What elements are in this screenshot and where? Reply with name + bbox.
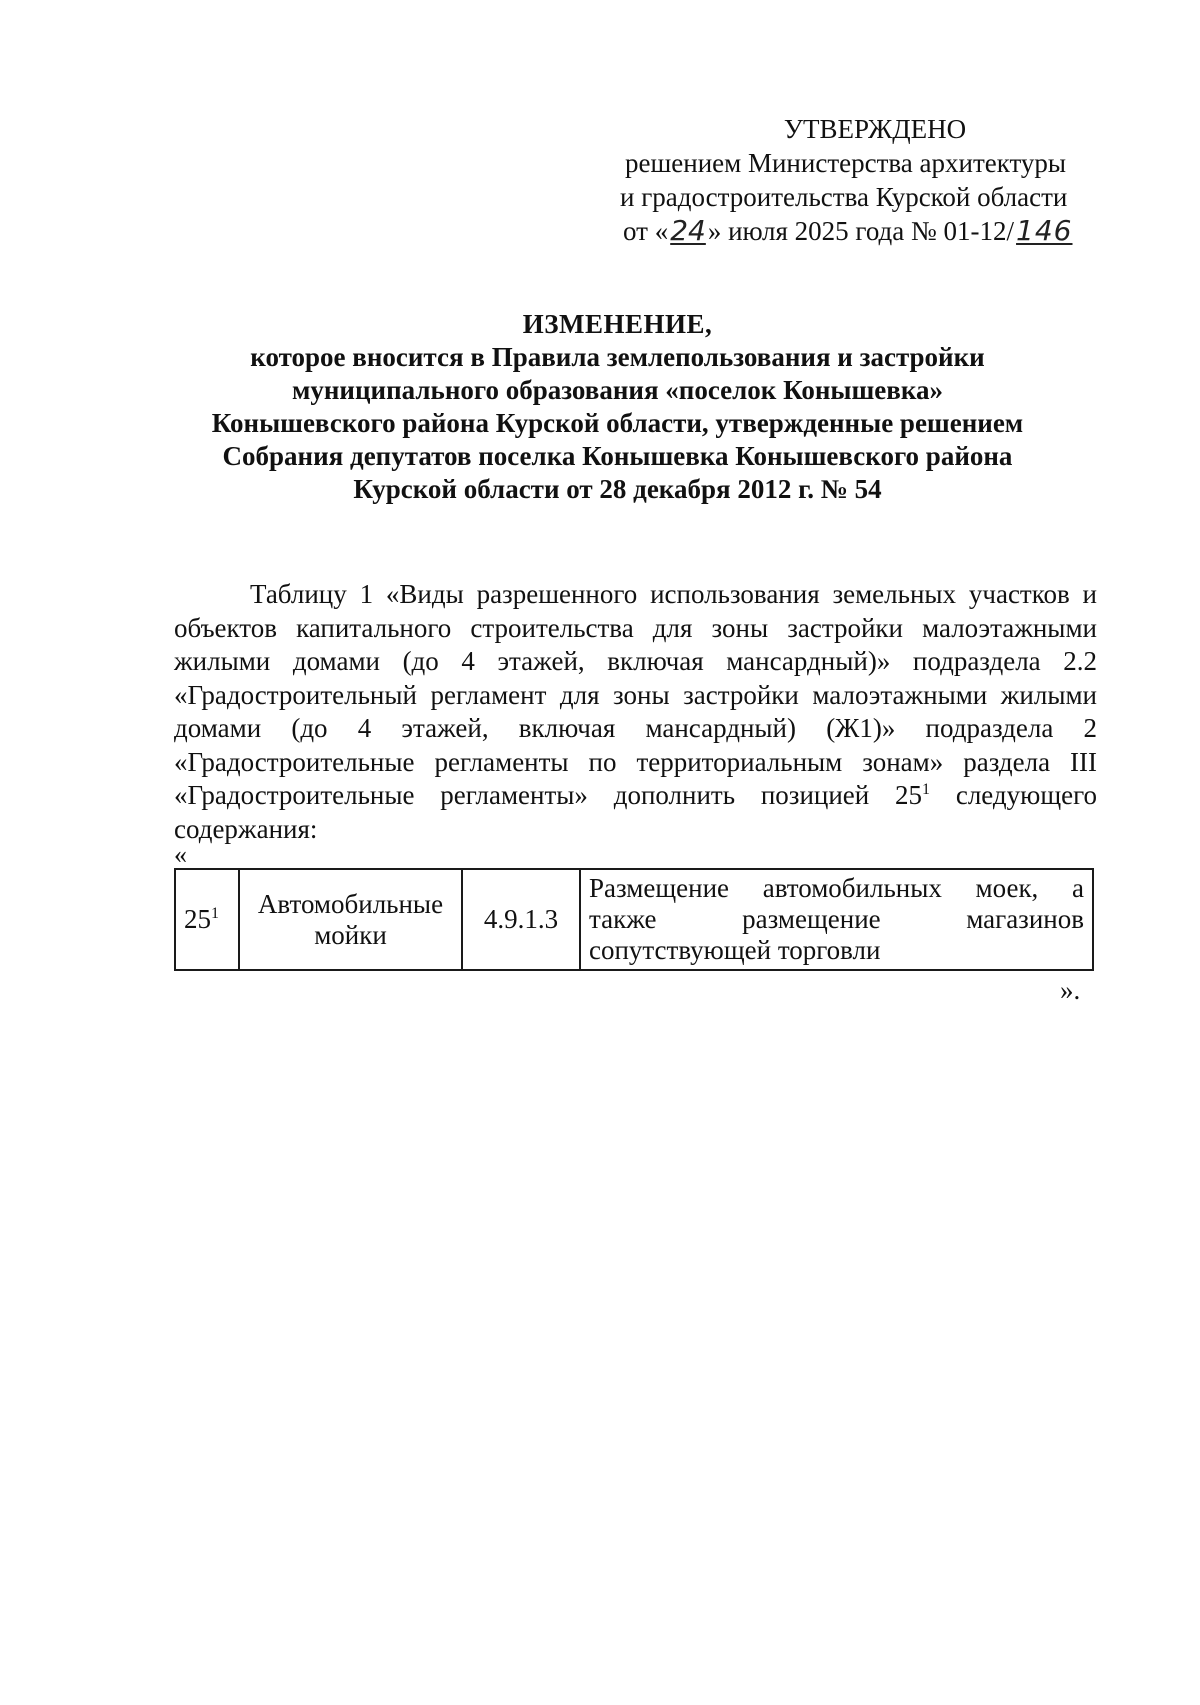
cell-description: Размещение автомобильных моек, а также размещение магазинов сопутствующей торговли	[580, 869, 1093, 970]
title-line-4: Собрания депутатов поселка Конышевка Конышевского района	[222, 441, 1013, 471]
document-title	[170, 308, 1065, 506]
body-text-after: следующего содержания:	[174, 780, 1098, 844]
title-line-3: Конышевского района Курской области, утвержденные решением	[211, 408, 1024, 438]
handwritten-day: 24	[670, 214, 706, 247]
opening-quote: «	[174, 840, 187, 869]
table-row	[175, 869, 1093, 970]
title-line-1: которое вносится в Правила землепользования и застройки	[250, 342, 985, 372]
amendment-table	[174, 868, 1094, 971]
title-line-5: Курской области от 28 декабря 2012 г. № 54	[353, 474, 882, 504]
approval-heading: УТВЕРЖДЕНО	[783, 114, 967, 144]
title-line-2: муниципального образования «поселок Конышевка»	[291, 375, 943, 405]
approval-line-1: решением Министерства архитектуры	[625, 148, 1067, 178]
body-text-before: Таблицу 1 «Виды разрешенного использования земельных участков и объектов капитального строительства для зоны застройки малоэтажными жилыми домами (до 4 этажей, включая мансардный)» подраздела 2.2 «Градостроительный регламент для зоны застройки малоэтажными жилыми домами (до 4 этажей, включая мансардный) (Ж1)» подраздела 2 «Градостроительные регламенты по территориальным зонам» раздела III «Градостроительные регламенты» дополнить позицией 25	[174, 579, 1097, 810]
cell-code: 4.9.1.3	[462, 869, 580, 970]
date-middle: » июля 2025 года № 01-12/	[707, 216, 1015, 246]
approval-line-2: и градостроительства Курской области	[620, 182, 1068, 212]
approval-date-line	[623, 214, 1100, 248]
closing-quote: ».	[1060, 975, 1081, 1005]
cell-number: $25^1$	[175, 869, 239, 970]
body-paragraph	[174, 578, 1097, 846]
date-prefix: от «	[623, 216, 669, 246]
title-main: ИЗМЕНЕНИЕ,	[522, 309, 713, 339]
position-superscript: 1	[922, 781, 931, 798]
cell-name: Автомобильные мойки	[239, 869, 462, 970]
handwritten-doc-number: 146	[1016, 214, 1073, 247]
approval-stamp	[600, 112, 1100, 248]
cell-number-superscript: 1	[211, 905, 219, 922]
